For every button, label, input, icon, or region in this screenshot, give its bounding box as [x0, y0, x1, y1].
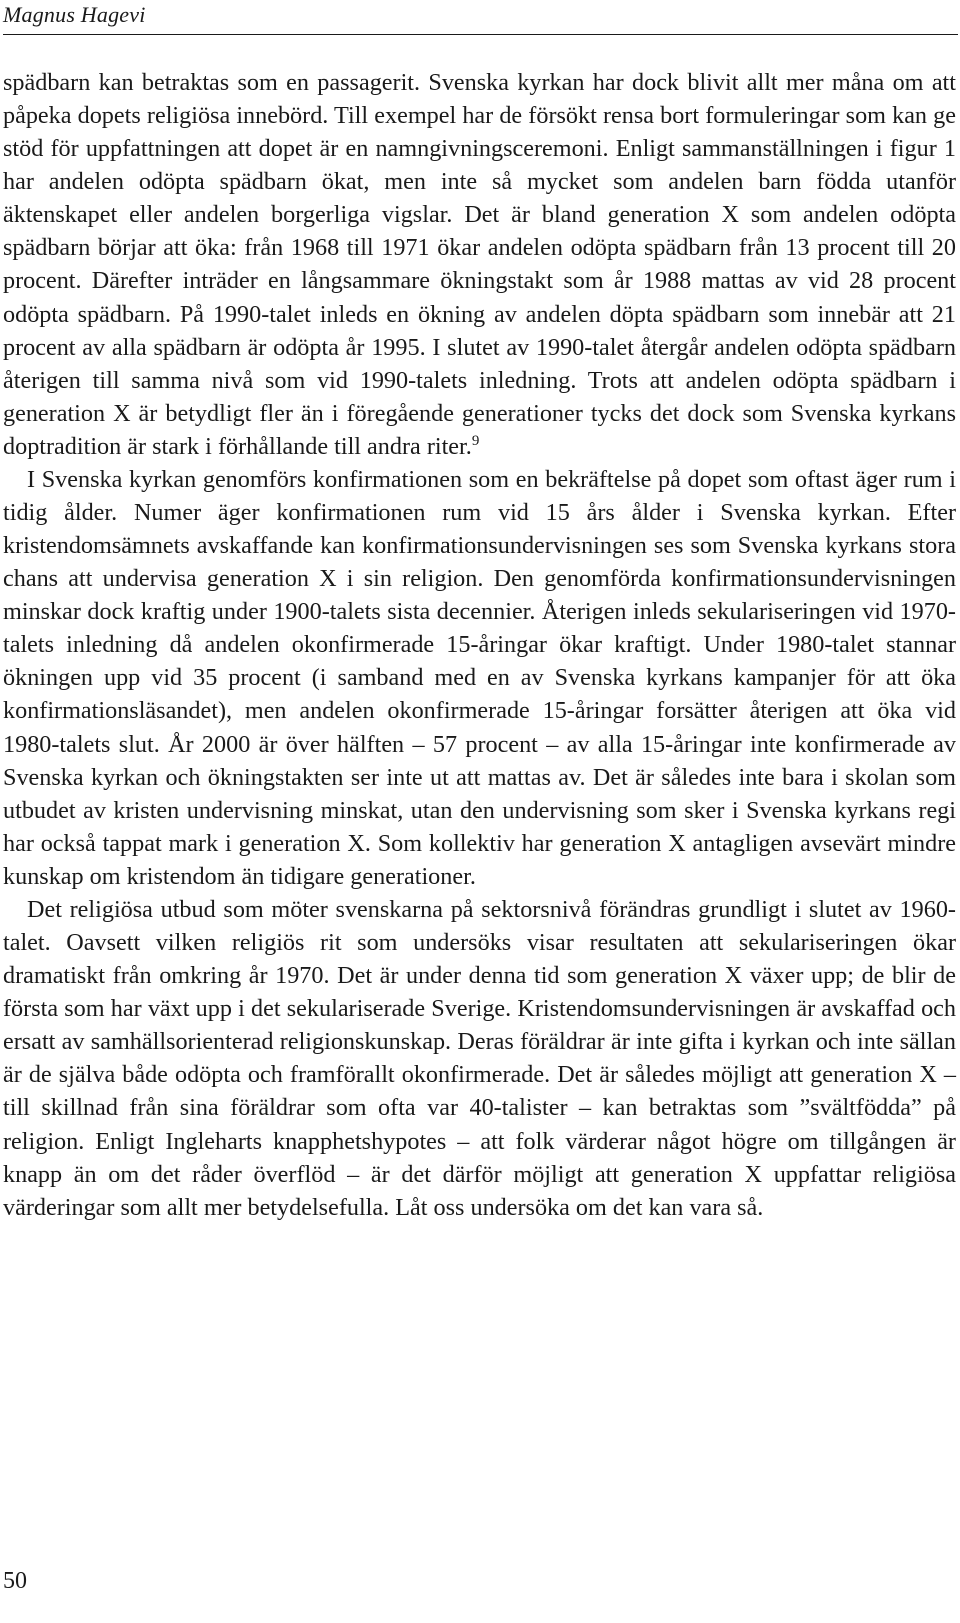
header-rule — [3, 34, 958, 35]
paragraph-1 — [3, 66, 956, 463]
page-number: 50 — [3, 1568, 27, 1594]
paragraph-2: I Svenska kyrkan genomförs konfirmationen som en bekräftelse på dopet som oftast äger rum i tidig ålder. Numer äger konfirmationen rum vid 15 års ålder i Svenska kyrkan. Efter kristendomsämnets avskaffande kan konfirmationsundervisningen ses som Svenska kyrkans stora chans att undervisa generation X i sin religion. Den genomförda konfirmationsundervisningen minskar dock kraftig under 1900-talets sista decennier. Återigen inleds sekulariseringen vid 1970-talets inledning då andelen okonfirmerade 15-åringar ökar kraftigt. Under 1980-talet stannar ökningen upp vid 35 procent (i samband med en av Svenska kyrkans kampanjer för att öka konfirmationsläsandet), men andelen okonfirmerade 15-åringar forsätter återigen att öka vid 1980-talets slut. År 2000 är över hälften – 57 procent – av alla 15-åringar inte konfirmerade av Svenska kyrkan och ökningstakten ser inte ut att mattas av. Det är således inte bara i skolan som utbudet av kristen undervisning minskat, utan den undervisning som sker i Svenska kyrkans regi har också tappat mark i generation X. Som kollektiv har generation X antagligen avsevärt mindre kunskap om kristendom än tidigare generationer. — [3, 465, 956, 890]
body-text — [3, 66, 956, 1224]
paragraph-1-text: spädbarn kan betraktas som en passagerit. Svenska kyrkan har dock blivit allt mer måna om att påpeka dopets religiösa innebörd. Till exempel har de försökt rensa bort formuleringar som kan ge stöd för uppfattningen att dopet är en namngivningsceremoni. Enligt sammanställningen i figur 1 har andelen odöpta spädbarn ökat, men inte så mycket som andelen barn födda utanför äktenskapet eller andelen borgerliga vigslar. Det är bland generation X som andelen odöpta spädbarn börjar att öka: från 1968 till 1971 ökar andelen odöpta spädbarn från 13 procent till 20 procent. Därefter inträder en långsammare ökningstakt som år 1988 mattas av vid 28 procent odöpta spädbarn. På 1990-talet inleds en ökning av andelen döpta spädbarn som innebär att 21 procent av alla spädbarn är odöpta år 1995. I slutet av 1990-talet återgår andelen odöpta spädbarn återigen till samma nivå som vid 1990-talets inledning. Trots att andelen odöpta spädbarn i generation X är betydligt fler än i föregående generationer tycks det dock som Svenska kyrkans doptradition är stark i förhållande till andra riter. — [3, 69, 956, 460]
paragraph-3: Det religiösa utbud som möter svenskarna på sektorsnivå förändras grundligt i slutet av 1960-talet. Oavsett vilken religiös rit som undersöks visar resultaten att sekulariseringen ökar dramatiskt från omkring år 1970. Det är under denna tid som generation X växer upp; de blir de första som har växt upp i det sekulariserade Sverige. Kristendomsundervisningen är avskaffad och ersatt av samhällsorienterad religionskunskap. Deras föräldrar är inte gifta i kyrkan och inte sällan är de själva både odöpta och framförallt okonfirmerade. Det är således möjligt att generation X – till skillnad från sina föräldrar som ofta var 40-talister – kan betraktas som ”svältfödda” på religion. Enligt Ingleharts knapphetshypotes – att folk värderar något högre om tillgången är knapp än om det råder överflöd – är det därför möjligt att generation X uppfattar religiösa värderingar som allt mer betydelsefulla. Låt oss undersöka om det kan vara så. — [3, 895, 956, 1221]
running-head: Magnus Hagevi — [3, 2, 146, 27]
footnote-marker: 9 — [471, 432, 480, 449]
